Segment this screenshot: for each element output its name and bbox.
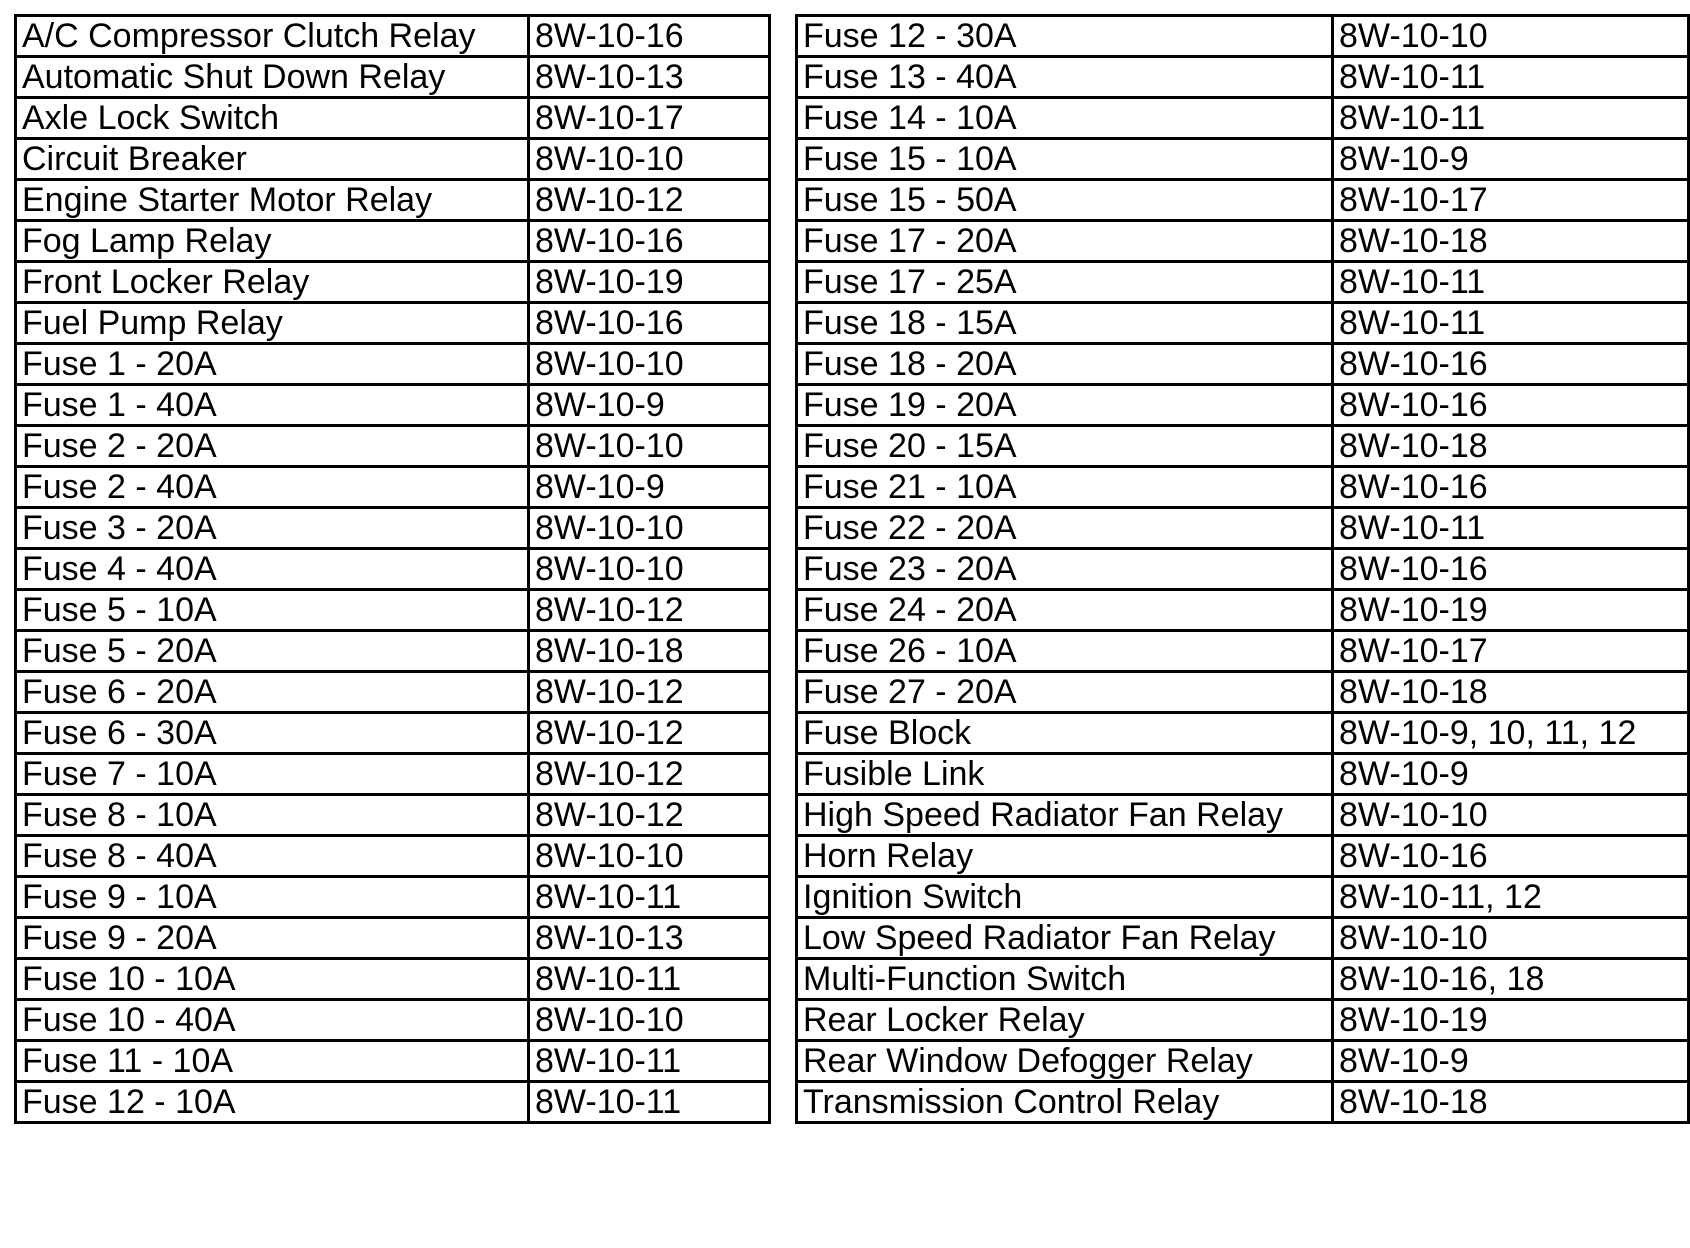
component-name-cell: Engine Starter Motor Relay [16,180,529,221]
page-reference-cell: 8W-10-10 [1333,795,1689,836]
component-name-cell: Axle Lock Switch [16,98,529,139]
table-row [16,98,770,139]
page-reference-cell: 8W-10-17 [1333,631,1689,672]
table-row [16,344,770,385]
component-name-cell: Fuse 8 - 10A [16,795,529,836]
page-reference-cell: 8W-10-11 [529,959,770,1000]
page-reference-cell: 8W-10-9, 10, 11, 12 [1333,713,1689,754]
page-reference-cell: 8W-10-11 [1333,262,1689,303]
page-reference-cell: 8W-10-12 [529,795,770,836]
table-row [797,57,1689,98]
page-reference-cell: 8W-10-9 [1333,1041,1689,1082]
component-name-cell: Front Locker Relay [16,262,529,303]
component-name-cell: Fusible Link [797,754,1333,795]
table-row [16,877,770,918]
page-reference-cell: 8W-10-11 [529,1082,770,1123]
component-name-cell: Fuse 17 - 25A [797,262,1333,303]
table-row [797,262,1689,303]
table-row [16,754,770,795]
component-name-cell: Fuse 10 - 10A [16,959,529,1000]
component-name-cell: Fuel Pump Relay [16,303,529,344]
component-name-cell: Fuse 12 - 30A [797,16,1333,57]
table-row [16,836,770,877]
page-reference-cell: 8W-10-12 [529,754,770,795]
table-row [16,221,770,262]
page-reference-cell: 8W-10-16 [1333,344,1689,385]
table-row [797,836,1689,877]
component-name-cell: Fuse 7 - 10A [16,754,529,795]
component-name-cell: Fuse 2 - 40A [16,467,529,508]
page-reference-cell: 8W-10-16 [529,16,770,57]
table-row [797,1041,1689,1082]
page-reference-cell: 8W-10-16 [1333,836,1689,877]
component-name-cell: Fuse 14 - 10A [797,98,1333,139]
right-index-table [795,14,1690,1124]
page-reference-cell: 8W-10-17 [529,98,770,139]
component-name-cell: Fuse 18 - 15A [797,303,1333,344]
table-row [797,344,1689,385]
component-name-cell: Rear Locker Relay [797,1000,1333,1041]
component-name-cell: Fuse 18 - 20A [797,344,1333,385]
page-reference-cell: 8W-10-9 [1333,139,1689,180]
page-reference-cell: 8W-10-9 [529,385,770,426]
table-row [797,180,1689,221]
page-reference-cell: 8W-10-10 [529,1000,770,1041]
table-row [797,303,1689,344]
table-row [16,959,770,1000]
component-name-cell: Fog Lamp Relay [16,221,529,262]
page-reference-cell: 8W-10-10 [1333,918,1689,959]
component-name-cell: Fuse 1 - 20A [16,344,529,385]
table-row [797,16,1689,57]
table-row [797,795,1689,836]
table-row [16,672,770,713]
component-name-cell: Fuse Block [797,713,1333,754]
component-name-cell: Fuse 4 - 40A [16,549,529,590]
component-name-cell: Automatic Shut Down Relay [16,57,529,98]
component-name-cell: A/C Compressor Clutch Relay [16,16,529,57]
page-reference-cell: 8W-10-12 [529,180,770,221]
component-name-cell: Fuse 27 - 20A [797,672,1333,713]
component-name-cell: Ignition Switch [797,877,1333,918]
component-name-cell: Fuse 11 - 10A [16,1041,529,1082]
component-name-cell: Fuse 6 - 20A [16,672,529,713]
page-reference-cell: 8W-10-10 [1333,16,1689,57]
table-row [797,385,1689,426]
page-reference-cell: 8W-10-11 [1333,98,1689,139]
table-row [797,426,1689,467]
page-reference-cell: 8W-10-10 [529,344,770,385]
component-name-cell: Fuse 5 - 10A [16,590,529,631]
page-reference-cell: 8W-10-19 [529,262,770,303]
left-index-body [16,16,770,1123]
page-reference-cell: 8W-10-12 [529,713,770,754]
table-row [797,918,1689,959]
component-name-cell: Fuse 6 - 30A [16,713,529,754]
table-row [16,590,770,631]
page-reference-cell: 8W-10-18 [529,631,770,672]
page-reference-cell: 8W-10-10 [529,508,770,549]
component-name-cell: Fuse 10 - 40A [16,1000,529,1041]
component-name-cell: Fuse 26 - 10A [797,631,1333,672]
table-row [797,713,1689,754]
table-row [16,631,770,672]
page-reference-cell: 8W-10-12 [529,672,770,713]
table-row [16,1000,770,1041]
component-name-cell: Rear Window Defogger Relay [797,1041,1333,1082]
table-row [797,631,1689,672]
table-row [797,98,1689,139]
page-reference-cell: 8W-10-10 [529,836,770,877]
page-reference-cell: 8W-10-19 [1333,1000,1689,1041]
component-name-cell: Fuse 9 - 10A [16,877,529,918]
table-row [16,1041,770,1082]
left-index-table [14,14,771,1124]
table-row [16,713,770,754]
page-reference-cell: 8W-10-10 [529,426,770,467]
table-row [797,549,1689,590]
page-reference-cell: 8W-10-10 [529,139,770,180]
table-row [16,180,770,221]
page-reference-cell: 8W-10-11 [1333,303,1689,344]
table-row [16,918,770,959]
page-reference-cell: 8W-10-16, 18 [1333,959,1689,1000]
page-reference-cell: 8W-10-13 [529,57,770,98]
component-name-cell: Fuse 5 - 20A [16,631,529,672]
component-name-cell: Circuit Breaker [16,139,529,180]
component-name-cell: Fuse 9 - 20A [16,918,529,959]
page-reference-cell: 8W-10-18 [1333,1082,1689,1123]
table-row [16,508,770,549]
page-reference-cell: 8W-10-19 [1333,590,1689,631]
column-gap [768,14,795,1214]
table-row [16,57,770,98]
page-reference-cell: 8W-10-16 [1333,467,1689,508]
component-name-cell: Fuse 2 - 20A [16,426,529,467]
component-name-cell: Fuse 20 - 15A [797,426,1333,467]
table-row [797,877,1689,918]
page-reference-cell: 8W-10-11, 12 [1333,877,1689,918]
table-row [797,754,1689,795]
component-name-cell: Fuse 12 - 10A [16,1082,529,1123]
component-name-cell: Fuse 23 - 20A [797,549,1333,590]
component-name-cell: Fuse 21 - 10A [797,467,1333,508]
page-reference-cell: 8W-10-11 [1333,508,1689,549]
page-reference-cell: 8W-10-11 [1333,57,1689,98]
page-reference-cell: 8W-10-13 [529,918,770,959]
page-reference-cell: 8W-10-16 [1333,549,1689,590]
component-name-cell: Fuse 8 - 40A [16,836,529,877]
component-name-cell: Fuse 19 - 20A [797,385,1333,426]
table-row [797,508,1689,549]
table-row [16,426,770,467]
table-row [797,959,1689,1000]
table-row [16,1082,770,1123]
page-reference-cell: 8W-10-16 [1333,385,1689,426]
component-name-cell: Fuse 1 - 40A [16,385,529,426]
table-row [797,1082,1689,1123]
table-row [797,467,1689,508]
table-row [797,1000,1689,1041]
page-reference-cell: 8W-10-18 [1333,672,1689,713]
table-row [16,467,770,508]
page-reference-cell: 8W-10-17 [1333,180,1689,221]
component-name-cell: High Speed Radiator Fan Relay [797,795,1333,836]
page-reference-cell: 8W-10-16 [529,221,770,262]
page-reference-cell: 8W-10-10 [529,549,770,590]
component-name-cell: Fuse 15 - 10A [797,139,1333,180]
page-reference-cell: 8W-10-16 [529,303,770,344]
right-index-body [797,16,1689,1123]
page-reference-cell: 8W-10-11 [529,877,770,918]
table-row [797,221,1689,262]
table-row [16,262,770,303]
table-row [16,139,770,180]
component-name-cell: Fuse 17 - 20A [797,221,1333,262]
component-name-cell: Fuse 24 - 20A [797,590,1333,631]
component-name-cell: Fuse 13 - 40A [797,57,1333,98]
page-reference-cell: 8W-10-12 [529,590,770,631]
page-reference-cell: 8W-10-9 [529,467,770,508]
component-name-cell: Transmission Control Relay [797,1082,1333,1123]
table-row [16,303,770,344]
component-name-cell: Horn Relay [797,836,1333,877]
table-row [16,795,770,836]
table-row [16,385,770,426]
table-row [797,672,1689,713]
component-name-cell: Low Speed Radiator Fan Relay [797,918,1333,959]
page-reference-cell: 8W-10-9 [1333,754,1689,795]
table-row [16,16,770,57]
component-name-cell: Fuse 15 - 50A [797,180,1333,221]
table-row [797,590,1689,631]
page-reference-cell: 8W-10-18 [1333,221,1689,262]
component-name-cell: Fuse 3 - 20A [16,508,529,549]
page-reference-cell: 8W-10-11 [529,1041,770,1082]
table-row [16,549,770,590]
page-reference-cell: 8W-10-18 [1333,426,1689,467]
component-name-cell: Fuse 22 - 20A [797,508,1333,549]
table-row [797,139,1689,180]
component-name-cell: Multi-Function Switch [797,959,1333,1000]
